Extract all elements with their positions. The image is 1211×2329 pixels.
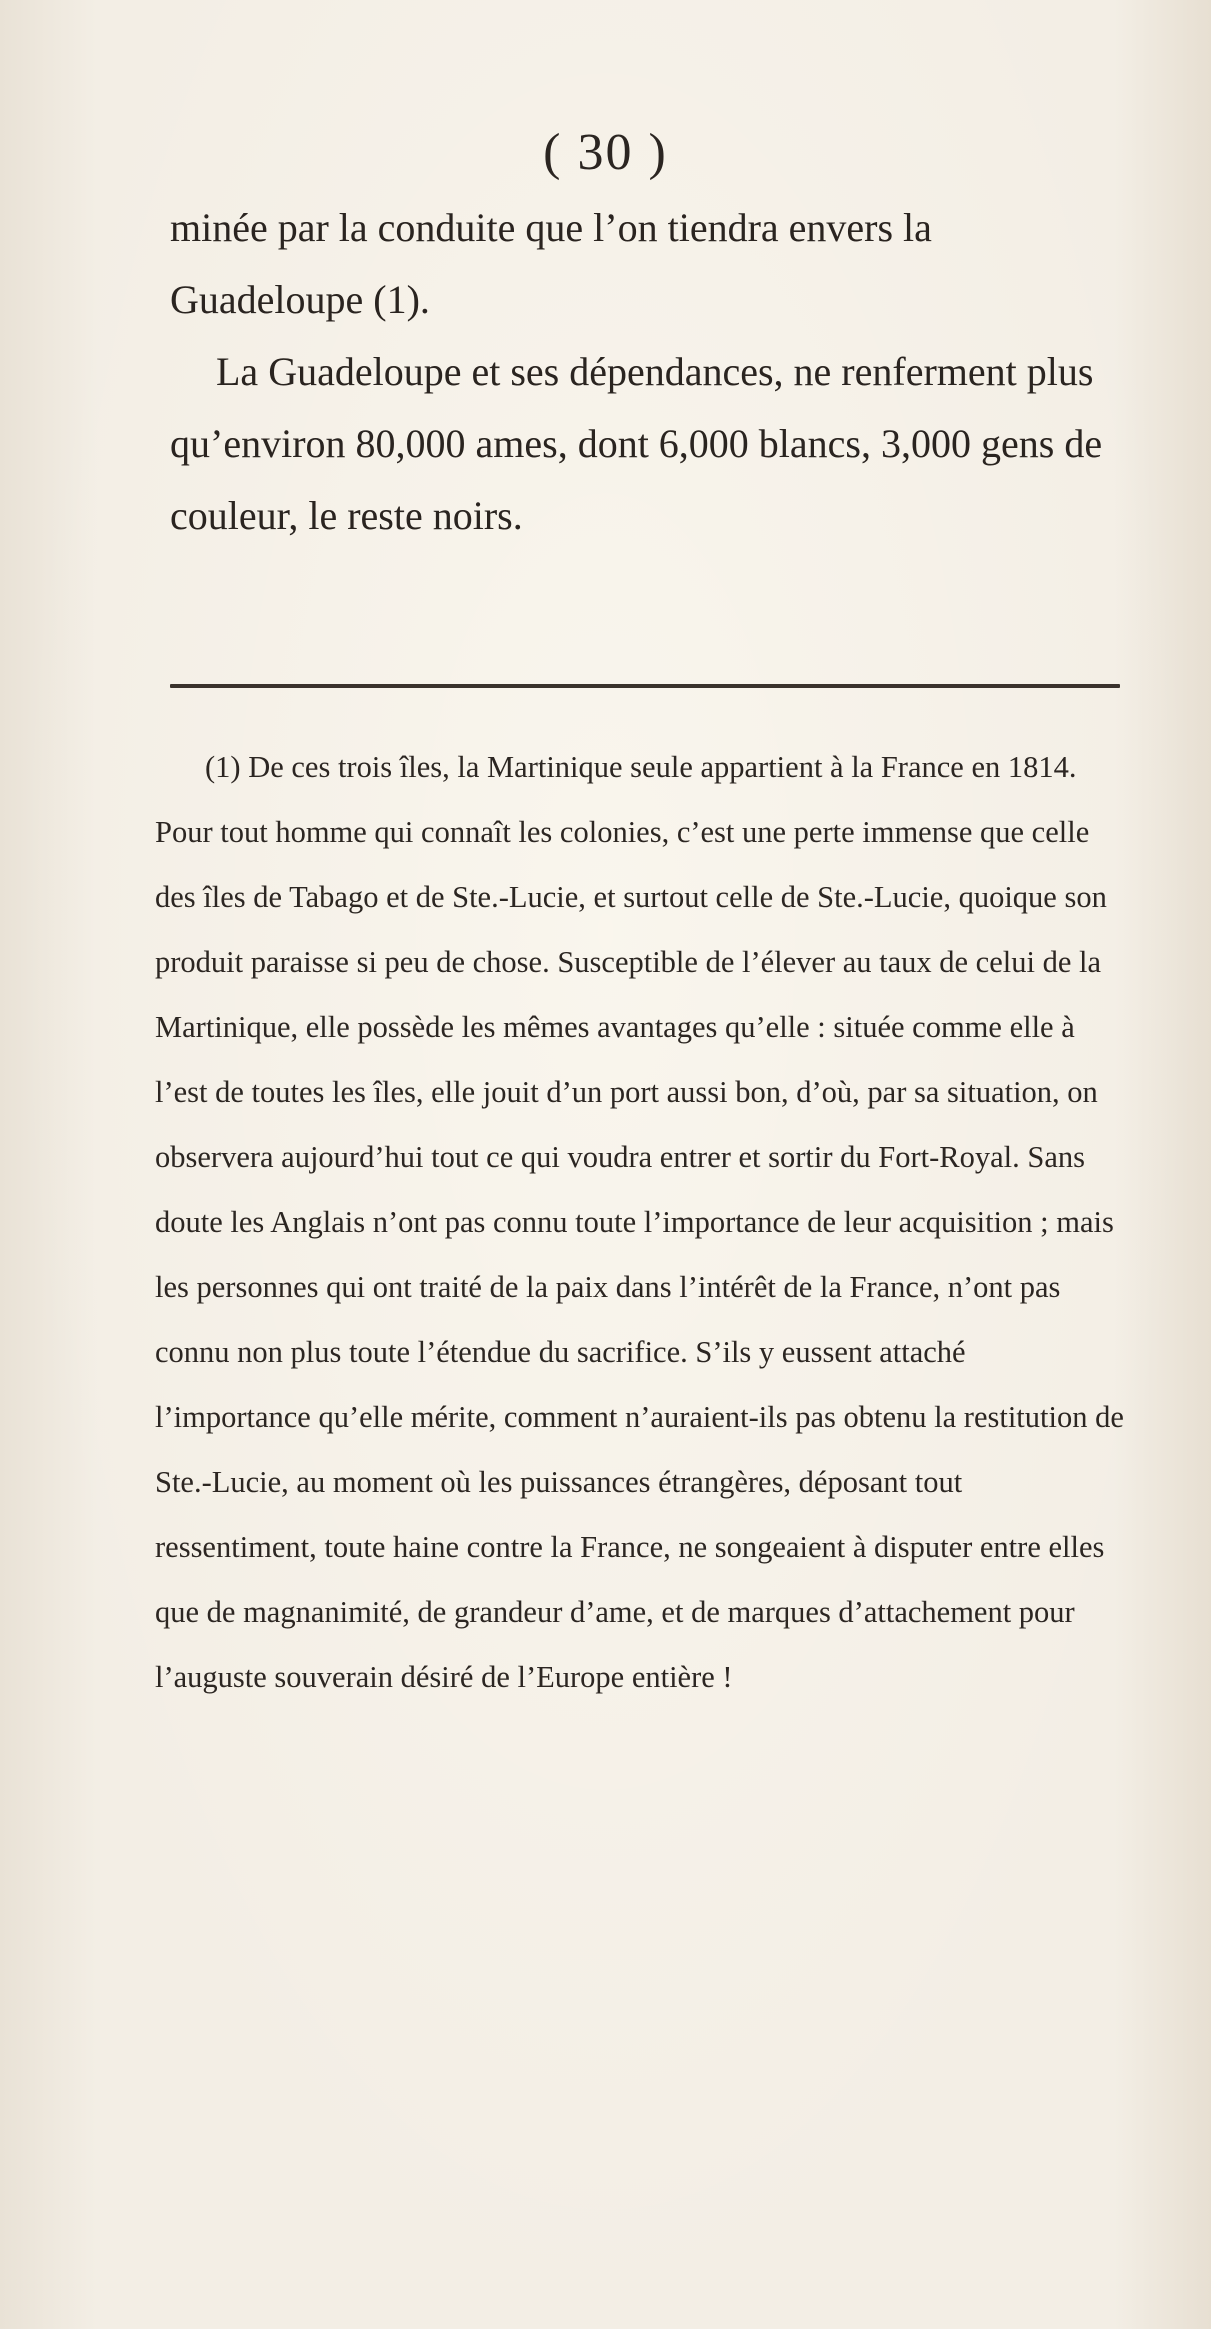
main-text [170, 192, 1130, 552]
footnote-separator [170, 684, 1120, 688]
continuation-paragraph: minée par la conduite que l’on tiendra envers la Guadeloupe (1). [170, 205, 932, 322]
footnote-text: (1) De ces trois îles, la Martinique seule appartient à la France en 1814. Pour tout homme qui connaît les colonies, c’est une perte immense que celle des îles de Tabago et de Ste.-Lucie, et surtout celle de Ste.-Lucie, quoique son produit paraisse si peu de chose. Susceptible de l’élever au taux de celui de la Martinique, elle possède les mêmes avantages qu’elle : située comme elle à l’est de toutes les îles, elle jouit d’un port aussi bon, d’où, par sa situation, on observera aujourd’hui tout ce qui voudra entrer et sortir du Fort-Royal. Sans doute les Anglais n’ont pas connu toute l’importance de leur acquisition ; mais les personnes qui ont traité de la paix dans l’intérêt de la France, n’ont pas connu non plus toute l’étendue du sacrifice. S’ils y eussent attaché l’importance qu’elle mérite, comment n’auraient-ils pas obtenu la restitution de Ste.-Lucie, au moment où les puissances étrangères, déposant tout ressentiment, toute haine contre la France, ne songeaient à disputer entre elles que de magnanimité, de grandeur d’ame, et de marques d’attachement pour l’auguste souverain désiré de l’Europe entière ! [155, 750, 1124, 1694]
body-paragraph: La Guadeloupe et ses dépendances, ne renferment plus qu’environ 80,000 ames, dont 6,000 blancs, 3,000 gens de couleur, le reste noirs. [170, 349, 1103, 538]
page-number: ( 30 ) [543, 124, 668, 181]
footnote [155, 735, 1125, 1710]
